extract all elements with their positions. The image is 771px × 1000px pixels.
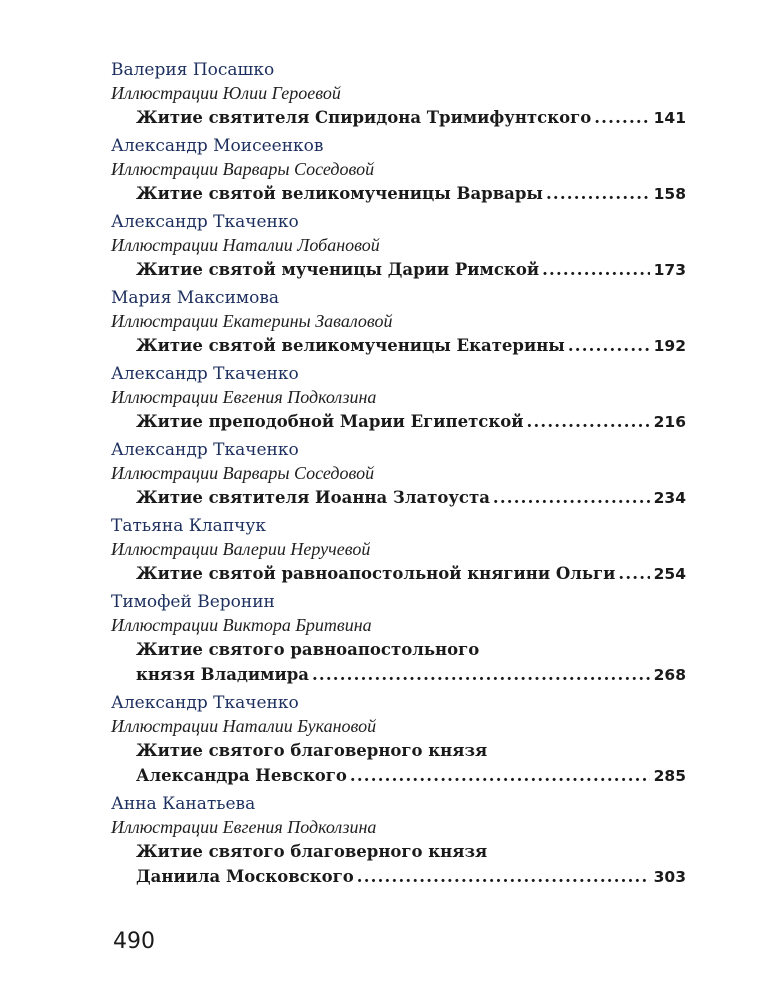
toc-entry	[111, 438, 686, 511]
entry-page-number: 216	[653, 413, 686, 431]
dot-leader	[493, 485, 650, 510]
entry-page-number: 254	[653, 565, 686, 583]
dot-leader	[568, 333, 650, 358]
entry-title-row	[111, 409, 686, 435]
entry-author: Тимофей Веронин	[111, 592, 275, 612]
toc-entry	[111, 58, 686, 131]
entry-page-number: 303	[653, 868, 686, 886]
dot-leader	[594, 105, 649, 130]
dot-leader	[542, 257, 650, 282]
toc-entry	[111, 691, 686, 789]
toc-entry	[111, 134, 686, 207]
entry-author: Александр Ткаченко	[111, 212, 299, 232]
entry-title-row	[111, 105, 686, 131]
entry-illustrator: Иллюстрации Наталии Букановой	[111, 716, 377, 736]
entry-title: Александра Невского	[136, 766, 347, 785]
entry-title: Житие святой равноапостольной княгини Ольги	[136, 564, 616, 583]
dot-leader	[618, 561, 649, 586]
entry-title-row	[111, 662, 686, 688]
entry-title-row	[111, 561, 686, 587]
entry-illustrator: Иллюстрации Варвары Соседовой	[111, 463, 375, 483]
entry-title-line: Житие святого благоверного князя	[136, 842, 488, 861]
entry-page-number: 285	[653, 767, 686, 785]
toc-entry	[111, 362, 686, 435]
dot-leader	[357, 864, 650, 889]
entry-author: Александр Моисеенков	[111, 136, 324, 156]
entry-title: князя Владимира	[136, 665, 309, 684]
entry-illustrator: Иллюстрации Евгения Подколзина	[111, 817, 377, 837]
entry-title: Даниила Московского	[136, 867, 354, 886]
entry-page-number: 268	[653, 666, 686, 684]
toc-entry	[111, 210, 686, 283]
entry-illustrator: Иллюстрации Евгения Подколзина	[111, 387, 377, 407]
entry-title-row	[111, 257, 686, 283]
entry-illustrator: Иллюстрации Наталии Лобановой	[111, 235, 380, 255]
entry-author: Александр Ткаченко	[111, 693, 299, 713]
entry-author: Татьяна Клапчук	[111, 516, 267, 536]
entry-author: Александр Ткаченко	[111, 440, 299, 460]
dot-leader	[350, 763, 650, 788]
entry-illustrator: Иллюстрации Екатерины Заваловой	[111, 311, 393, 331]
entry-title: Житие святой великомученицы Екатерины	[136, 336, 565, 355]
entry-illustrator: Иллюстрации Юлии Героевой	[111, 83, 341, 103]
entry-illustrator: Иллюстрации Варвары Соседовой	[111, 159, 375, 179]
entry-title-row	[111, 864, 686, 890]
entry-title-row	[111, 181, 686, 207]
entry-author: Александр Ткаченко	[111, 364, 299, 384]
toc-entry	[111, 514, 686, 587]
entry-page-number: 158	[653, 185, 686, 203]
entry-title: Житие святителя Иоанна Златоуста	[136, 488, 490, 507]
entry-title: Житие святой мученицы Дарии Римской	[136, 260, 540, 279]
entry-title: Житие преподобной Марии Египетской	[136, 412, 524, 431]
dot-leader	[546, 181, 650, 206]
toc-entry	[111, 286, 686, 359]
entry-title: Житие святой великомученицы Варвары	[136, 184, 543, 203]
toc-entry	[111, 590, 686, 688]
dot-leader	[312, 662, 650, 687]
toc-entry	[111, 792, 686, 890]
entry-title-line: Житие святого благоверного князя	[136, 741, 488, 760]
entry-page-number: 141	[653, 109, 686, 127]
entry-page-number: 234	[653, 489, 686, 507]
entry-title-row	[111, 333, 686, 359]
entry-author: Мария Максимова	[111, 288, 280, 308]
entry-illustrator: Иллюстрации Виктора Бритвина	[111, 615, 372, 635]
entry-author: Валерия Посашко	[111, 60, 275, 80]
table-of-contents	[111, 58, 686, 893]
entry-illustrator: Иллюстрации Валерии Неручевой	[111, 539, 371, 559]
page-number: 490	[113, 929, 155, 954]
entry-title-row	[111, 485, 686, 511]
entry-author: Анна Канатьева	[111, 794, 256, 814]
dot-leader	[527, 409, 650, 434]
entry-page-number: 192	[653, 337, 686, 355]
entry-title: Житие святителя Спиридона Тримифунтского	[136, 108, 592, 127]
entry-title-row	[111, 763, 686, 789]
entry-page-number: 173	[653, 261, 686, 279]
entry-title-line: Житие святого равноапостольного	[136, 640, 480, 659]
